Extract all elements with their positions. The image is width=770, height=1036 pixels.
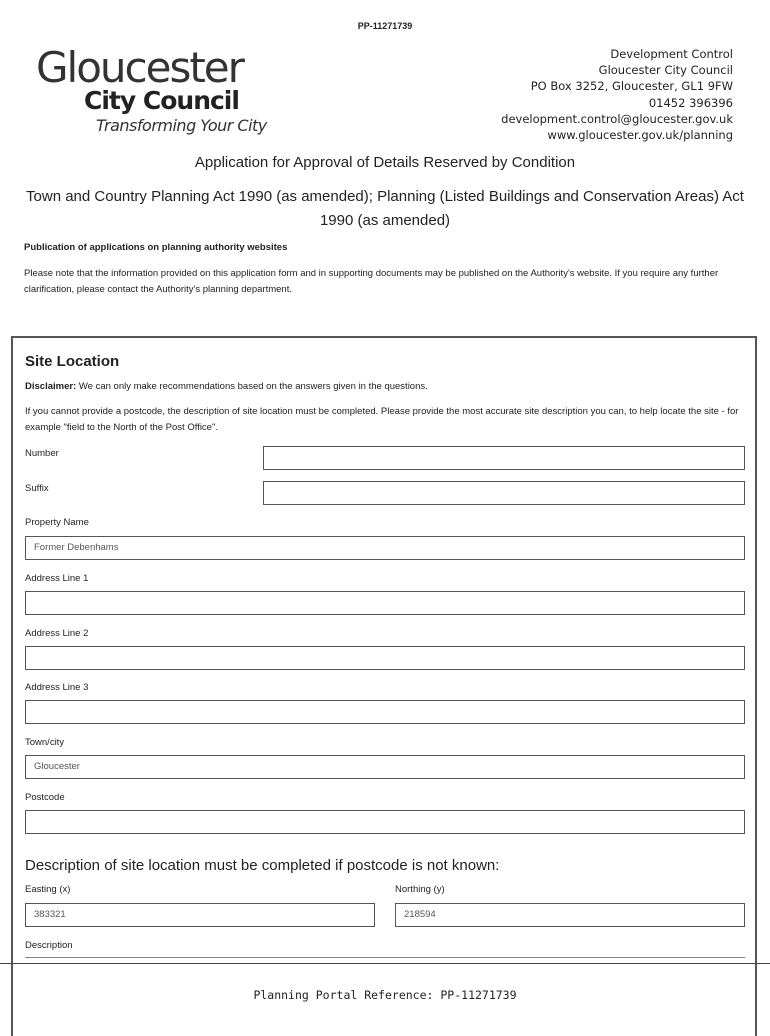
- top-reference: PP-11271739: [357, 21, 413, 31]
- address-line-1-field[interactable]: [25, 591, 745, 615]
- logo-tagline: Transforming Your City: [96, 116, 267, 135]
- contact-block: [501, 46, 733, 143]
- town-city-label: Town/city: [25, 737, 65, 748]
- logo-main-text: Gloucester: [36, 43, 243, 92]
- contact-website: www.gloucester.gov.uk/planning: [547, 128, 733, 143]
- page-break-rule: [0, 963, 770, 964]
- northing-label: Northing (y): [395, 884, 445, 895]
- easting-field[interactable]: 383321: [25, 903, 375, 927]
- publication-text: Please note that the information provided on this application form and in supporting documents may be published on the Authority's website. If you require any further clarification, please contact the Authority's planning department.: [24, 268, 719, 295]
- suffix-label: Suffix: [25, 483, 49, 494]
- address-line-1-label: Address Line 1: [25, 573, 89, 584]
- northing-field[interactable]: 218594: [395, 903, 745, 927]
- suffix-field[interactable]: [263, 481, 745, 505]
- form-title: Application for Approval of Details Reserved by Condition: [194, 154, 576, 171]
- contact-line: PO Box 3252, Gloucester, GL1 9FW: [530, 79, 733, 94]
- disclaimer-text: We can only make recommendations based on the answers given in the questions.: [76, 381, 428, 392]
- address-line-3-field[interactable]: [25, 700, 745, 724]
- form-act-subtitle: Town and Country Planning Act 1990 (as amended); Planning (Listed Buildings and Conservation Areas) Act 1990 (as amended): [26, 188, 744, 229]
- address-line-3-label: Address Line 3: [25, 682, 89, 693]
- disclaimer: [25, 381, 428, 392]
- postcode-field[interactable]: [25, 810, 745, 834]
- publication-heading: Publication of applications on planning authority websites: [24, 242, 288, 253]
- property-name-field[interactable]: Former Debenhams: [25, 536, 745, 560]
- disclaimer-label: Disclaimer:: [25, 381, 77, 392]
- contact-email: development.control@gloucester.gov.uk: [501, 111, 733, 126]
- number-field[interactable]: [263, 446, 745, 470]
- description-field-top-edge: [25, 957, 745, 958]
- easting-label: Easting (x): [25, 884, 71, 895]
- description-label: Description: [25, 940, 73, 951]
- address-line-2-label: Address Line 2: [25, 628, 89, 639]
- council-logo: [36, 44, 272, 138]
- footer-reference: Planning Portal Reference: PP-11271739: [253, 988, 517, 1002]
- contact-line: Development Control: [610, 47, 733, 61]
- contact-line: Gloucester City Council: [598, 63, 733, 78]
- number-label: Number: [25, 448, 59, 459]
- address-line-2-field[interactable]: [25, 646, 745, 670]
- contact-phone: 01452 396396: [648, 95, 733, 110]
- postcode-label: Postcode: [25, 792, 65, 803]
- logo-sub-text: City Council: [84, 86, 239, 115]
- town-city-field[interactable]: Gloucester: [25, 755, 745, 779]
- site-location-section: [11, 336, 757, 1036]
- property-name-label: Property Name: [25, 517, 89, 528]
- site-instructions: If you cannot provide a postcode, the description of site location must be completed. Please provide the most accurate site description you can, to help locate the site - for example "field to the North of the Post Office".: [25, 406, 739, 433]
- site-location-title: Site Location: [25, 353, 120, 370]
- description-section-title: Description of site location must be completed if postcode is not known:: [25, 857, 500, 874]
